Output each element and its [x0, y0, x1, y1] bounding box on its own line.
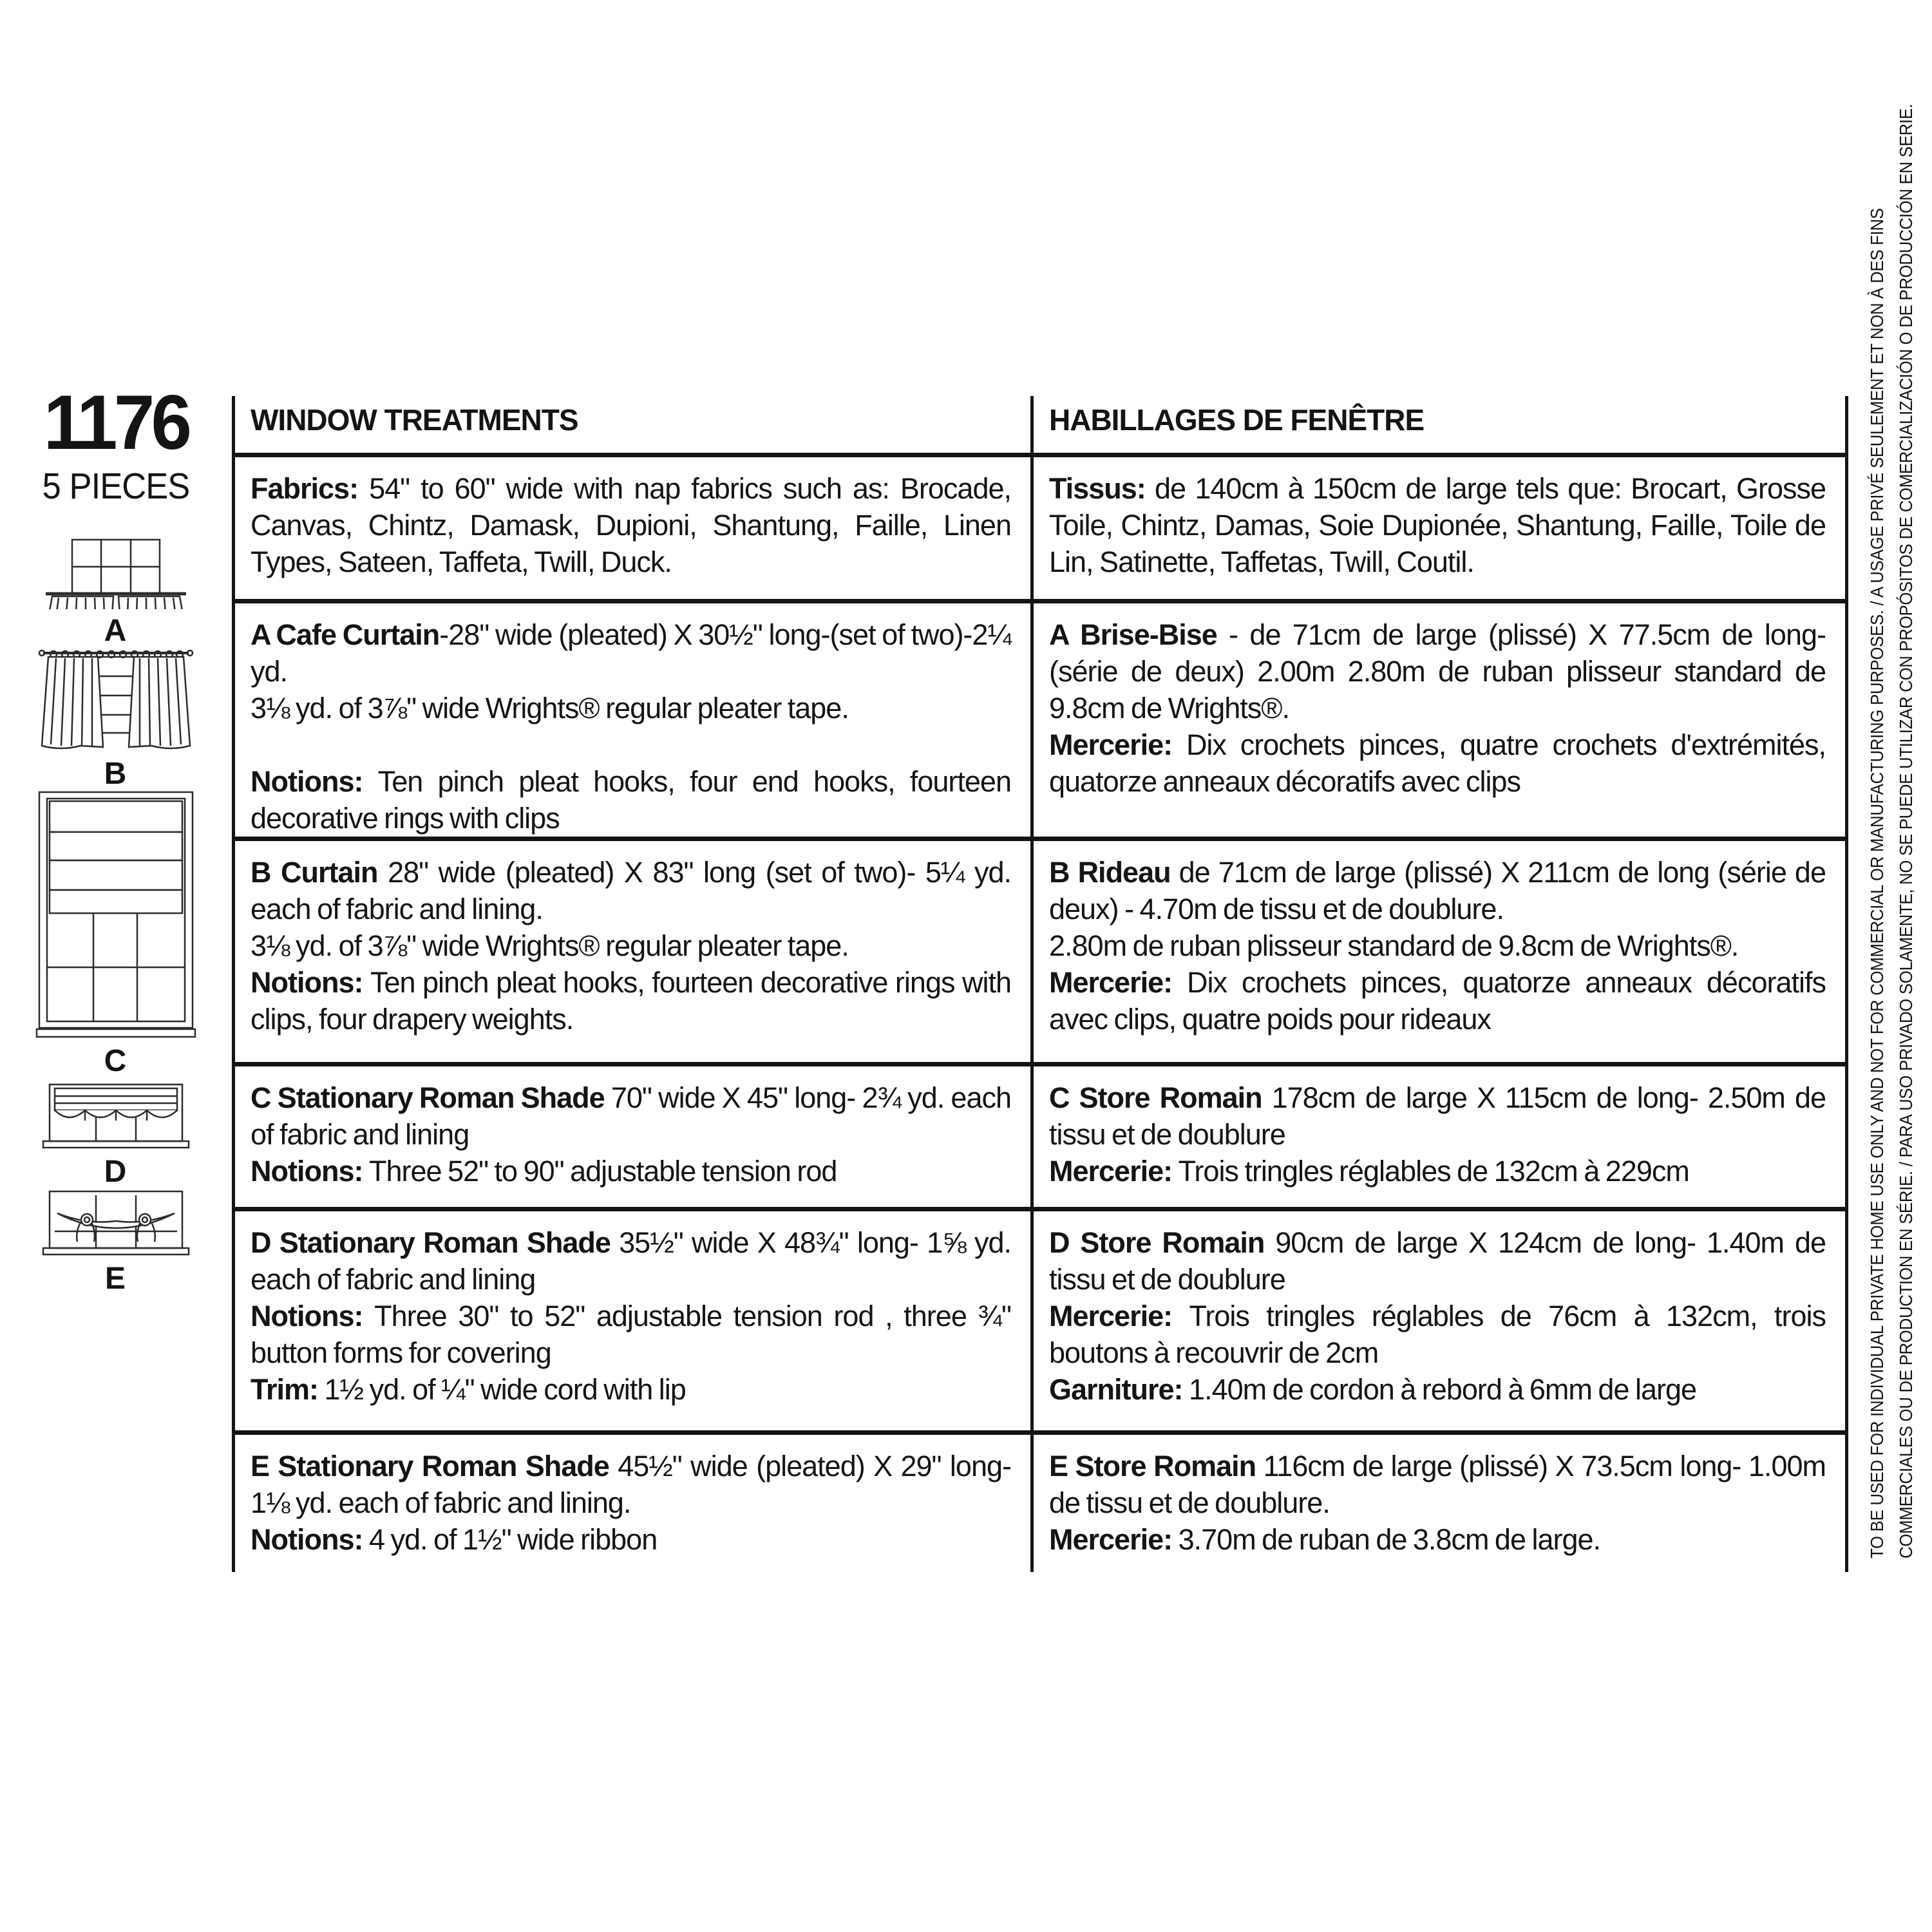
text-run: 54" to 60" wide with nap fabrics such as: Brocade, Canvas, Chintz, Damask, Dupioni, Shantung, Faille, Linen Types, Sateen, Taffeta, Twill, Duck.	[251, 472, 1011, 578]
paragraph	[251, 616, 1011, 690]
text-run: 90cm de large X 124cm de long- 1.40m de tissu et de doublure	[1049, 1226, 1826, 1296]
roman-shade-icon	[35, 790, 196, 1039]
bold-label: Mercerie:	[1049, 1523, 1179, 1556]
text-run: 116cm de large (plissé) X 73.5cm long- 1.00m de tissu et de doublure.	[1049, 1450, 1826, 1519]
paragraph	[1049, 470, 1826, 580]
text-run: Trois tringles réglables de 76cm à 132cm, trois boutons à recouvrir de 2cm	[1049, 1300, 1826, 1369]
view-label-e: E	[104, 1262, 127, 1296]
bold-label: Mercerie:	[1049, 966, 1187, 999]
text-run: Trois tringles réglables de 132cm à 229cm	[1178, 1155, 1689, 1188]
text-run: 35½" wide X 48¾" long- 1⅝ yd. each of fabric and lining	[251, 1226, 1012, 1296]
pattern-number: 1176	[43, 379, 189, 466]
pleated-curtains-icon	[35, 644, 196, 752]
section-fabrics-en	[235, 453, 1030, 599]
paragraph	[251, 1448, 1011, 1521]
text-run: 2.80m de ruban plisseur standard de 9.8cm de Wrights®.	[1049, 929, 1739, 962]
bold-label: E Store Romain	[1049, 1450, 1256, 1482]
content-grid	[232, 396, 1848, 1572]
paragraph	[1049, 1079, 1826, 1153]
bold-label: E Stationary Roman Shade	[251, 1450, 609, 1482]
text-run: 3⅛ yd. of 3⅞" wide Wrights® regular pleater tape.	[251, 929, 849, 962]
bold-label: Notions:	[251, 1300, 375, 1332]
paragraph	[1049, 1371, 1826, 1408]
paragraph	[251, 927, 1011, 964]
text-run: Ten pinch pleat hooks, four end hooks, fourteen decorative rings with clips	[251, 765, 1011, 835]
paragraph	[1049, 1153, 1826, 1189]
scalloped-shade-icon	[42, 1082, 190, 1150]
section-view-c-fr	[1030, 1062, 1845, 1207]
paragraph	[251, 470, 1011, 580]
paragraph	[251, 1224, 1011, 1298]
text-run: Dix crochets pinces, quatorze anneaux décoratifs avec clips, quatre poids pour rideaux	[1049, 966, 1826, 1036]
view-label-b: B	[104, 757, 128, 791]
paragraph	[1049, 726, 1826, 800]
view-illustration-a	[35, 537, 196, 649]
view-illustration-d	[35, 1082, 196, 1189]
bold-label: Garniture:	[1049, 1373, 1189, 1406]
text-run: 1½ yd. of ¼" wide cord with lip	[324, 1373, 686, 1406]
section-view-b-fr	[1030, 837, 1845, 1062]
section-view-b-en	[235, 837, 1030, 1062]
text-run: - de 71cm de large (plissé) X 77.5cm de long- (série de deux) 2.00m 2.80m de ruban plisseur standard de 9.8cm de Wrights®.	[1049, 618, 1826, 724]
section-view-d-en	[235, 1207, 1030, 1430]
text-run: Three 52" to 90" adjustable tension rod	[368, 1155, 837, 1188]
paragraph	[1049, 1298, 1826, 1371]
bold-label: Trim:	[251, 1373, 325, 1406]
paragraph	[251, 854, 1011, 927]
bold-label: Tissus:	[1049, 472, 1155, 505]
paragraph	[251, 1298, 1011, 1371]
legal-text-run: TO BE USED FOR INDIVIDUAL PRIVATE HOME USE ONLY AND NOT FOR COMMERCIAL OR MANUFACTURING PURPOSES. / A USAGE PRIVÉ SEULEMENT ET NON À DES FINS	[1867, 208, 1887, 1558]
paragraph	[1049, 616, 1826, 726]
paragraph	[251, 690, 1011, 726]
paragraph	[1049, 964, 1826, 1037]
view-illustration-c	[35, 790, 196, 1079]
section-view-a-fr	[1030, 599, 1845, 837]
paragraph	[1049, 1521, 1826, 1558]
bold-label: D Stationary Roman Shade	[251, 1226, 611, 1259]
section-view-a-en	[235, 599, 1030, 837]
pieces-count: 5 PIECES	[42, 466, 190, 507]
paragraph	[1049, 927, 1826, 964]
text-run: Ten pinch pleat hooks, fourteen decorative rings with clips, four drapery weights.	[251, 966, 1011, 1036]
bold-label: Notions:	[251, 765, 378, 798]
french-column-title: HABILLAGES DE FENÊTRE	[1030, 396, 1845, 453]
text-run: 70" wide X 45" long- 2¾ yd. each of fabric and lining	[251, 1081, 1011, 1151]
bold-label: Notions:	[251, 966, 370, 999]
bold-label: A Brise-Bise	[1049, 618, 1217, 651]
bold-label: D Store Romain	[1049, 1226, 1265, 1259]
bold-label: C Store Romain	[1049, 1081, 1262, 1114]
view-label-c: C	[104, 1044, 128, 1078]
text-run: 45½" wide (pleated) X 29" long- 1⅛ yd. each of fabric and lining.	[251, 1450, 1011, 1519]
text-run: -28" wide (pleated) X 30½" long-(set of two)-2¼ yd.	[251, 618, 1011, 688]
left-margin	[0, 0, 232, 1558]
bold-label: B Rideau	[1049, 856, 1171, 889]
bold-label: C Stationary Roman Shade	[251, 1081, 605, 1114]
english-column-title: WINDOW TREATMENTS	[251, 403, 578, 437]
text-run: 178cm de large X 115cm de long- 2.50m de tissu et de doublure	[1049, 1081, 1826, 1151]
bold-label: Notions:	[251, 1155, 369, 1188]
section-fabrics-fr	[1030, 453, 1845, 599]
paragraph	[251, 1079, 1011, 1153]
text-run: Three 30" to 52" adjustable tension rod , three ¾" button forms for covering	[251, 1300, 1012, 1369]
text-run: 28" wide (pleated) X 83" long (set of two)- 5¼ yd. each of fabric and lining.	[251, 856, 1011, 925]
view-illustration-b	[35, 644, 196, 791]
text-run: de 71cm de large (plissé) X 211cm de long (série de deux) - 4.70m de tissu et de doublure.	[1049, 856, 1826, 925]
bold-label: Mercerie:	[1049, 1300, 1189, 1332]
paragraph	[251, 964, 1011, 1037]
paragraph	[251, 763, 1011, 837]
text-run: Dix crochets pinces, quatre crochets d'extrémités, quatorze anneaux décoratifs avec clips	[1049, 728, 1826, 798]
text-run: de 140cm à 150cm de large tels que: Brocart, Grosse Toile, Chintz, Damas, Soie Dupionée, Shantung, Faille, Toile de Lin, Satinette, Taffetas, Twill, Coutil.	[1049, 472, 1826, 578]
view-label-d: D	[104, 1155, 128, 1189]
view-label-a: A	[104, 614, 128, 648]
text-run: 4 yd. of 1½" wide ribbon	[368, 1523, 658, 1556]
cafe-curtain-icon	[35, 537, 196, 609]
bold-label: B Curtain	[251, 856, 378, 889]
legal-notice	[1862, 104, 1927, 1558]
paragraph	[251, 1521, 1011, 1558]
text-run: 3.70m de ruban de 3.8cm de large.	[1178, 1523, 1601, 1556]
text-run: 1.40m de cordon à rebord à 6mm de large	[1189, 1373, 1697, 1406]
bold-label: Fabrics:	[251, 472, 370, 505]
paragraph	[1049, 854, 1826, 927]
paragraph	[1049, 1448, 1826, 1521]
section-view-e-en	[235, 1430, 1030, 1572]
section-view-d-fr	[1030, 1207, 1845, 1430]
tied-shade-icon	[42, 1189, 190, 1257]
legal-text-run: COMMERCIALES OU DE PRODUCTION EN SÉRIE. / PARA USO PRIVADO SOLAMENTE, NO SE PUEDE UTILIZAR CON PROPÓSITOS DE COMERCIALIZACIÓN O DE PRODUCCIÓN EN SERIE.	[1896, 104, 1916, 1558]
paragraph	[251, 1371, 1011, 1408]
bold-label: A Cafe Curtain	[251, 618, 440, 651]
bold-label: Mercerie:	[1049, 1155, 1179, 1188]
section-view-e-fr	[1030, 1430, 1845, 1572]
section-view-c-en	[235, 1062, 1030, 1207]
paragraph	[1049, 1224, 1826, 1298]
paragraph	[251, 1153, 1011, 1189]
text-run: 3⅛ yd. of 3⅞" wide Wrights® regular pleater tape.	[251, 692, 849, 724]
bold-label: Notions:	[251, 1523, 369, 1556]
legal-notice-line-1	[1862, 208, 1891, 1558]
view-illustration-e	[35, 1189, 196, 1296]
bold-label: Mercerie:	[1049, 728, 1186, 761]
legal-notice-line-2	[1891, 104, 1920, 1558]
